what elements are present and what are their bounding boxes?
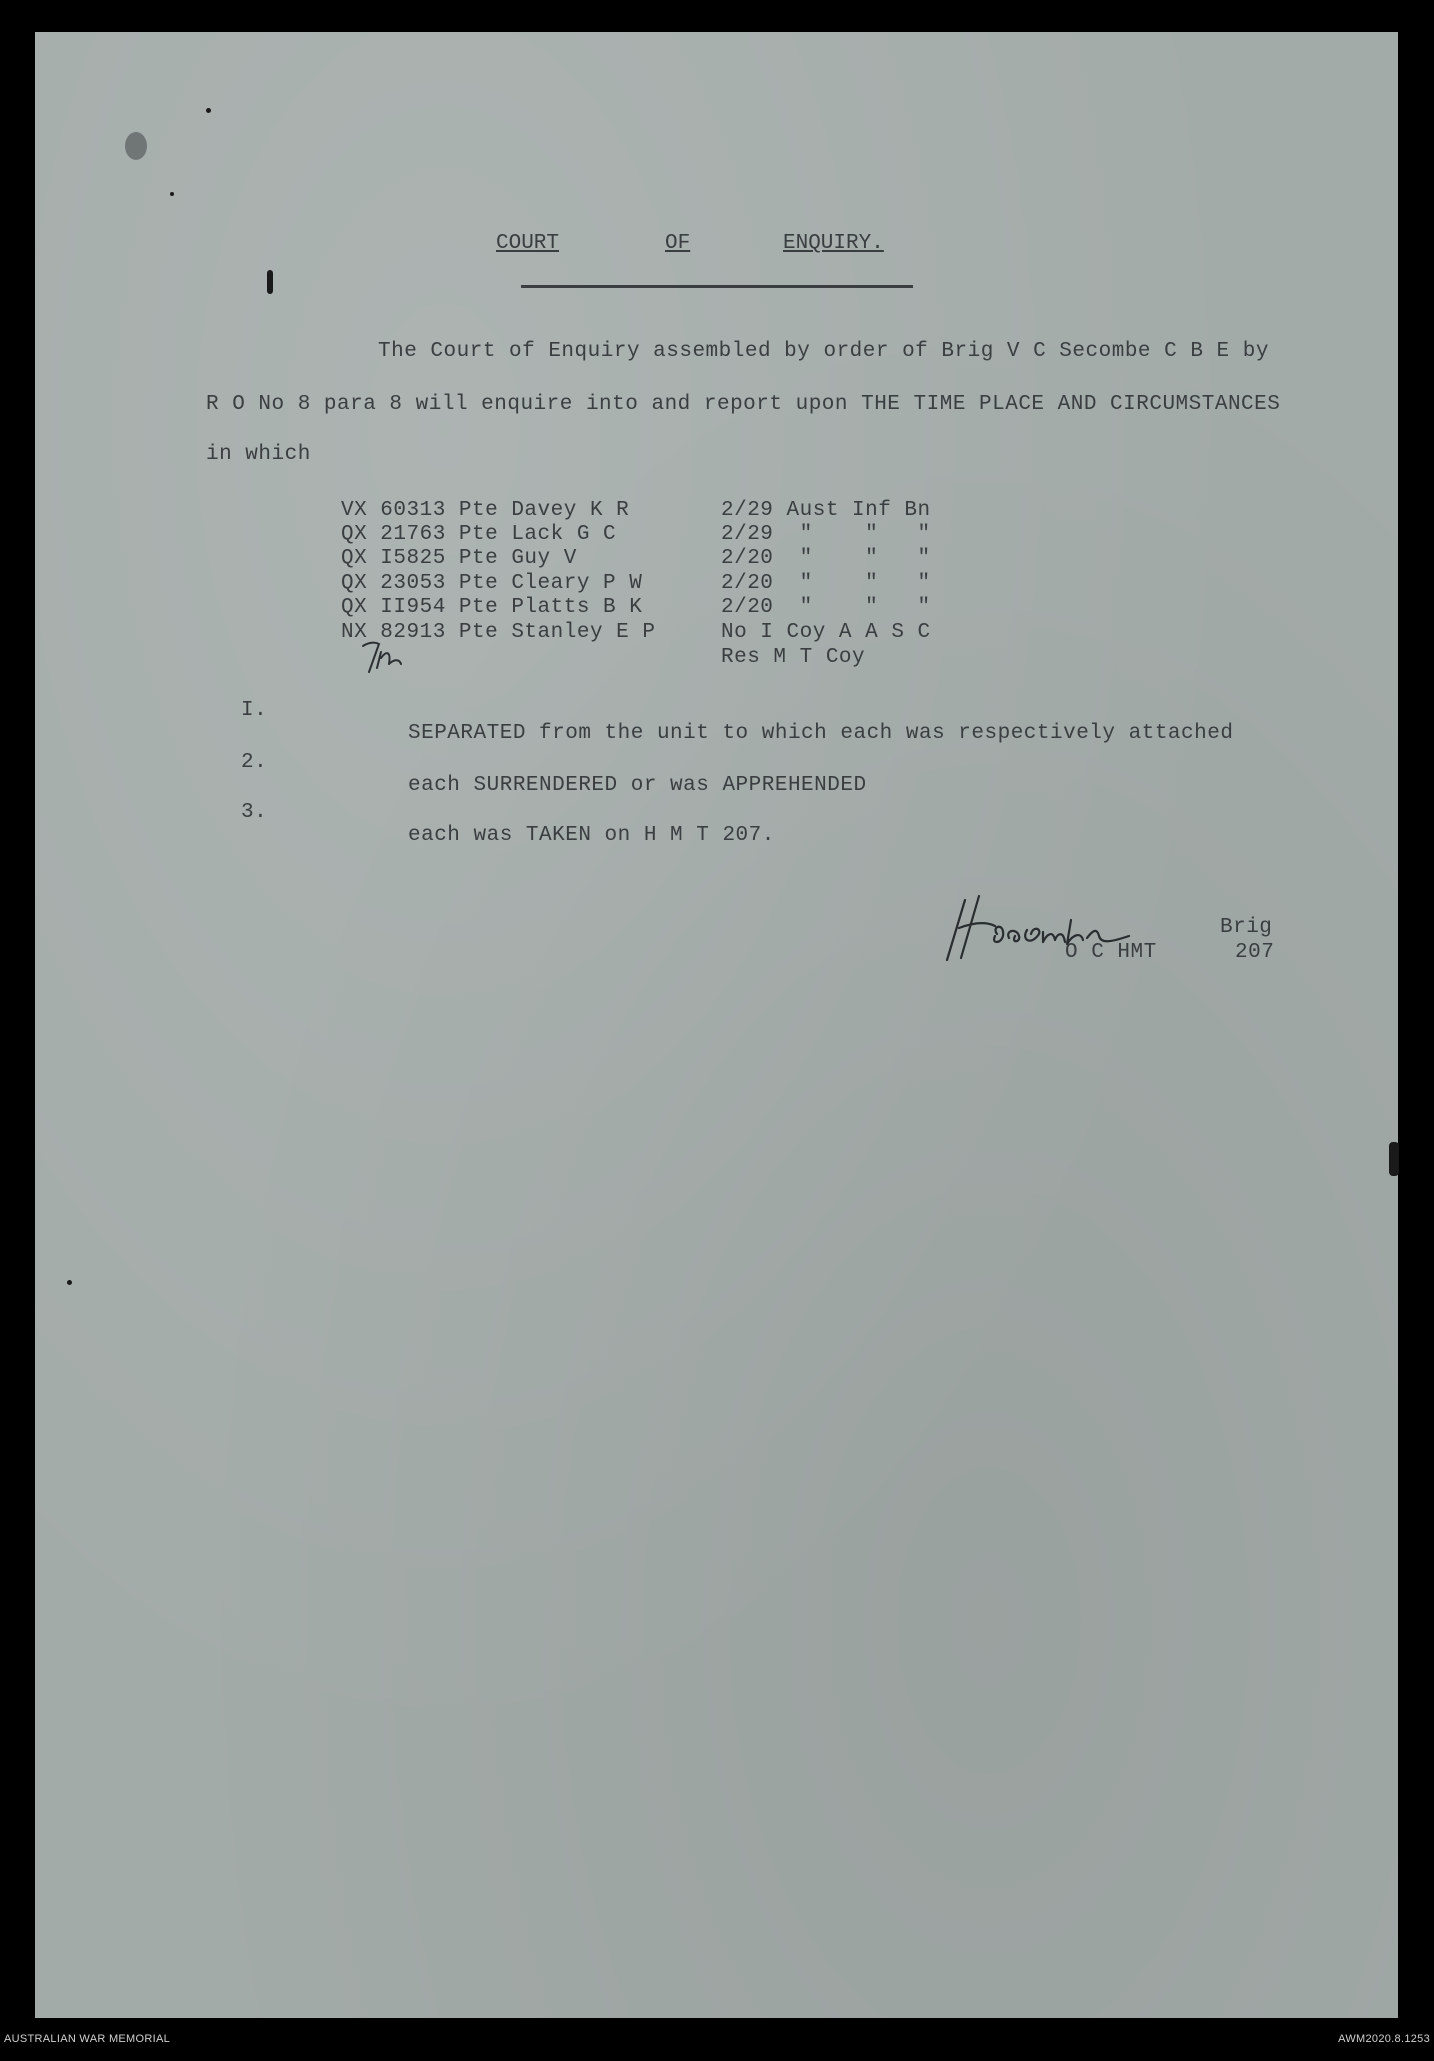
list-item [35, 778, 1398, 870]
title-rule [521, 285, 913, 288]
roster-row [341, 499, 931, 525]
footer-accession-number: AWM2020.8.1253 [1338, 2033, 1430, 2045]
title-word-of: OF [665, 232, 691, 255]
roster-unit: Res M T Coy [721, 646, 866, 669]
item-number: 3. [241, 801, 268, 824]
paper-speck [267, 270, 273, 294]
item-number: 2. [241, 751, 268, 774]
roster-soldier: NX 82913 Pte Stanley E P [341, 621, 656, 644]
signature-number: 207 [1235, 941, 1275, 964]
roster-unit: 2/29 " " " [721, 523, 931, 546]
footer-institution: AUSTRALIAN WAR MEMORIAL [4, 2033, 171, 2045]
document-page [35, 32, 1398, 2018]
signature-rank: Brig [1220, 916, 1273, 939]
roster-row [341, 547, 931, 573]
paper-speck [170, 192, 174, 196]
roster-soldier: QX 23053 Pte Cleary P W [341, 572, 643, 595]
handwritten-initials [355, 624, 435, 684]
item-text: each SURRENDERED or was APPREHENDED [408, 774, 867, 797]
roster-soldier: QX 21763 Pte Lack G C [341, 523, 617, 546]
signature-title: O C HMT [1065, 941, 1157, 964]
title-word-court: COURT [496, 232, 560, 255]
item-number: I. [241, 699, 268, 722]
roster-unit: 2/20 " " " [721, 547, 931, 570]
intro-line-1: The Court of Enquiry assembled by order of Brig V C Secombe C B E by [378, 340, 1269, 363]
roster-unit: 2/20 " " " [721, 572, 931, 595]
item-text: SEPARATED from the unit to which each was respectively attached [408, 722, 1234, 745]
roster-soldier: VX 60313 Pte Davey K R [341, 499, 630, 522]
paper-speck [206, 108, 211, 113]
roster-row [341, 596, 931, 622]
roster-unit: 2/29 Aust Inf Bn [721, 499, 931, 522]
title-word-enquiry: ENQUIRY. [783, 232, 884, 255]
paper-speck [67, 1280, 72, 1285]
roster-unit: 2/20 " " " [721, 596, 931, 619]
roster-row [341, 572, 931, 598]
paper-edge-tear [1389, 1142, 1399, 1176]
roster-row [341, 523, 931, 549]
roster-soldier: QX II954 Pte Platts B K [341, 596, 643, 619]
paper-blemish [125, 132, 147, 160]
intro-line-3: in which [206, 443, 311, 466]
roster-unit: No I Coy A A S C [721, 621, 931, 644]
item-text: each was TAKEN on H M T 207. [408, 824, 775, 847]
roster-soldier: QX I5825 Pte Guy V [341, 547, 577, 570]
intro-line-2: R O No 8 para 8 will enquire into and report upon THE TIME PLACE AND CIRCUMSTANCES [206, 393, 1281, 416]
